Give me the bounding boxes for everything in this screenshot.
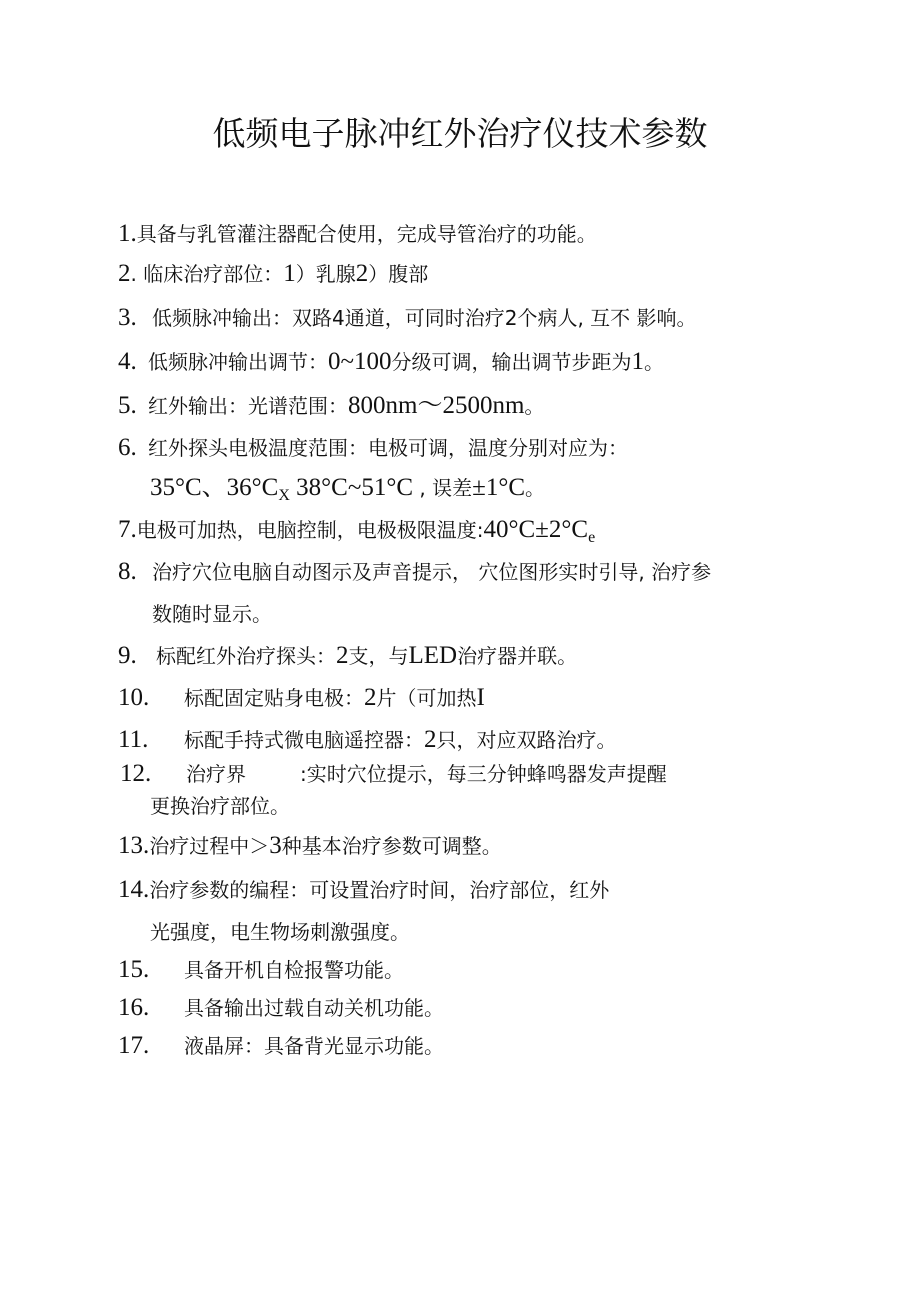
list-item (118, 684, 485, 712)
item-value: 2 (364, 684, 377, 711)
item-text: ）腹部 (368, 262, 429, 286)
item-value: I (476, 684, 485, 711)
item-text: 只，对应双路治疗。 (436, 728, 617, 752)
list-item (118, 348, 664, 376)
item-text: 支，与 (348, 644, 409, 668)
item-text: 种基本治疗参数可调整。 (281, 834, 502, 858)
item-number: 10. (118, 684, 150, 711)
list-item-continuation (152, 600, 272, 628)
item-text: 标配红外治疗探头： (156, 644, 336, 668)
item-number: 8. (118, 558, 137, 585)
item-value: ±1°C (472, 474, 526, 501)
item-number: 5. (118, 392, 137, 419)
item-number: 11. (118, 726, 149, 753)
item-text: 。 (644, 350, 665, 374)
list-item (118, 304, 697, 332)
list-item (118, 726, 617, 754)
item-text: 治疗器并联。 (457, 644, 578, 668)
item-text: 标配固定贴身电极： (184, 686, 364, 710)
item-text: 数随时显示。 (152, 602, 272, 626)
item-text: 光强度，电生物场刺激强度。 (150, 920, 410, 944)
item-text: 更换治疗部位。 (150, 794, 290, 818)
item-text: 液晶屏：具备背光显示功能。 (184, 1034, 444, 1058)
item-text: 治疗参数的编程：可设置治疗时间，治疗部位，红外 (149, 878, 610, 902)
item-text: 分级可调，输出调节步距为 (391, 350, 632, 374)
item-text: 具备开机自检报警功能。 (184, 958, 404, 982)
list-item (118, 260, 428, 288)
item-number: 14. (118, 876, 150, 903)
item-value: LED (408, 642, 458, 669)
item-text: 低频脉冲输出调节： (148, 350, 328, 374)
item-text: 治疗过程中＞ (149, 834, 270, 858)
item-number: 3. (118, 304, 137, 331)
item-value: 40°C±2°C (483, 516, 589, 543)
item-value: 800nm～2500nm (348, 392, 525, 419)
list-item-continuation (150, 474, 545, 510)
item-number: 1. (118, 220, 137, 247)
item-number: 7. (118, 516, 137, 543)
item-value: 2 (355, 260, 369, 287)
item-text: 具备与乳管灌注器配合使用，完成导管治疗的功能。 (136, 222, 597, 246)
item-text: 治疗穴位电脑自动图示及声音提示， 穴位图形实时引导, 治疗参 (152, 560, 712, 584)
item-text: ）乳腺 (295, 262, 356, 286)
list-item-continuation (150, 918, 410, 946)
list-item (118, 392, 544, 420)
item-text: 红外输出：光谱范围： (148, 394, 348, 418)
item-text: 治疗界 (186, 762, 246, 786)
item-number: 2 (118, 260, 131, 287)
item-value: 2 (424, 726, 437, 753)
list-item (118, 516, 595, 552)
item-text: 标配手持式微电脑遥控器： (184, 728, 424, 752)
item-value: 38°C~51°C (289, 474, 414, 501)
item-text: :实时穴位提示，每三分钟蜂鸣器发声提醒 (300, 762, 667, 786)
list-item-continuation (150, 792, 290, 820)
item-value: 1 (631, 348, 645, 375)
list-item (118, 1032, 444, 1060)
item-subscript: X (278, 487, 290, 504)
item-text: . 临床治疗部位： (130, 262, 284, 286)
list-item (120, 760, 667, 788)
item-text: 电极可加热，电脑控制，电极极限温度: (136, 518, 484, 542)
item-text: 具备输出过载自动关机功能。 (184, 996, 444, 1020)
item-number: 17. (118, 1032, 150, 1059)
item-value: 35°C、36°C (150, 474, 279, 501)
item-number: 12. (120, 760, 152, 787)
item-number: 13. (118, 832, 150, 859)
item-number: 15. (118, 956, 150, 983)
list-item (118, 642, 577, 670)
item-subscript: e (588, 529, 596, 546)
item-text: , 误差 (413, 476, 473, 500)
item-text: 红外探头电极温度范围：电极可调，温度分别对应为： (148, 436, 628, 460)
list-item (118, 434, 628, 462)
list-item (118, 876, 609, 904)
item-number: 16. (118, 994, 150, 1021)
item-number: 6. (118, 434, 137, 461)
item-number: 9. (118, 642, 137, 669)
document-title: 低频电子脉冲红外治疗仪技术参数 (212, 114, 708, 153)
list-item (118, 832, 502, 860)
list-item (118, 558, 711, 586)
item-value: 1 (283, 260, 296, 287)
item-number: 4. (118, 348, 137, 375)
item-text: 。 (524, 394, 545, 418)
list-item (118, 956, 404, 984)
item-text: 。 (525, 476, 546, 500)
list-item (118, 994, 444, 1022)
item-value: 0~100 (328, 348, 392, 375)
item-text: 低频脉冲输出：双路4通道，可同时治疗2个病人, 互不 影响。 (152, 306, 697, 330)
list-item (118, 220, 597, 248)
item-value: 2 (336, 642, 349, 669)
item-text: 片（可加热 (376, 686, 477, 710)
item-value: 3 (269, 832, 282, 859)
